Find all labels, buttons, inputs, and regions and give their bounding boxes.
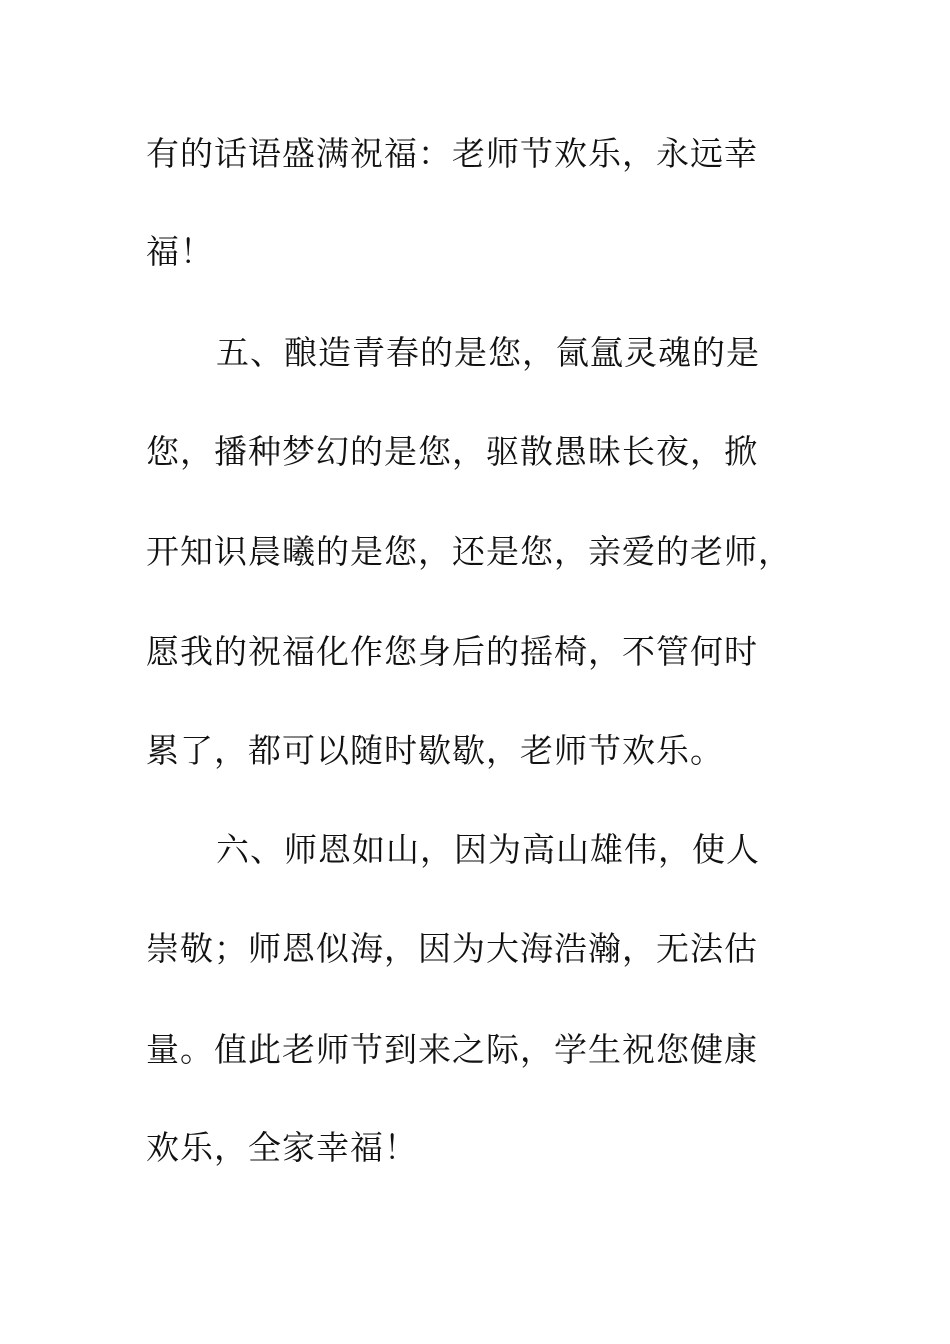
text-line: 愿我的祝福化作您身后的摇椅，不管何时 (146, 632, 758, 671)
text-line: 福！ (146, 232, 214, 271)
text-line: 累了，都可以随时歇歇，老师节欢乐。 (146, 731, 724, 770)
text-line: 量。值此老师节到来之际，学生祝您健康 (146, 1030, 758, 1069)
text-line: 开知识晨曦的是您，还是您，亲爱的老师， (146, 532, 792, 571)
text-line: 欢乐，全家幸福！ (146, 1128, 418, 1167)
text-line: 崇敬；师恩似海，因为大海浩瀚，无法估 (146, 929, 758, 968)
paragraph-five-start: 五、酿造青春的是您，氤氲灵魂的是 (216, 333, 760, 372)
text-line: 您，播种梦幻的是您，驱散愚昧长夜，掀 (146, 432, 758, 471)
paragraph-six-start: 六、师恩如山，因为高山雄伟，使人 (216, 830, 760, 869)
text-line: 有的话语盛满祝福：老师节欢乐，永远幸 (146, 134, 758, 173)
